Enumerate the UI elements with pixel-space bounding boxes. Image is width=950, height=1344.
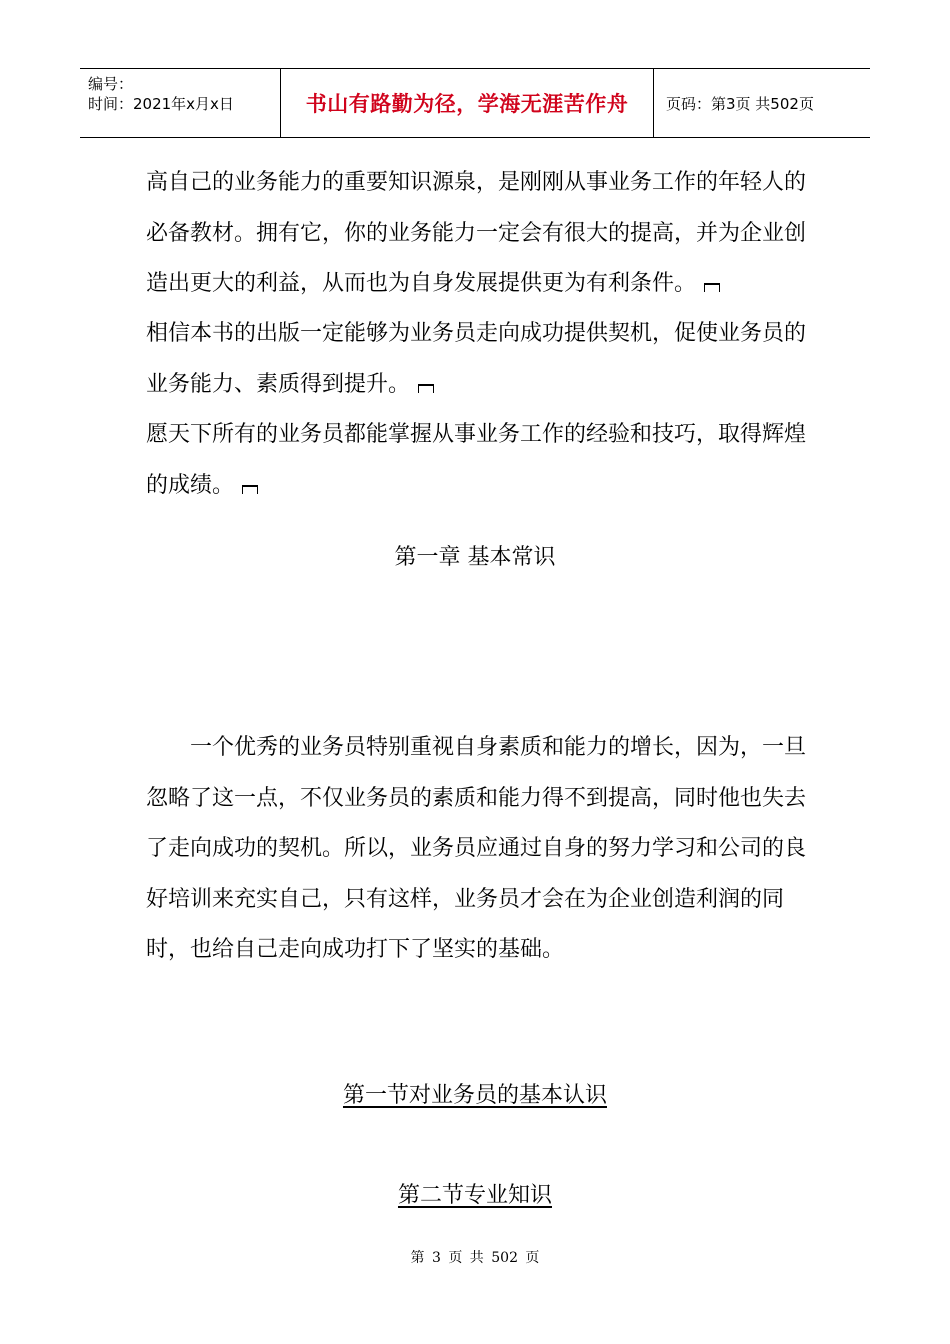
paragraph-3-text: 愿天下所有的业务员都能掌握从事业务工作的经验和技巧，取得辉煌的成绩。 bbox=[146, 422, 807, 498]
paragraph-mark bbox=[418, 384, 434, 393]
paragraph-2-text: 相信本书的出版一定能够为业务员走向成功提供契机，促使业务员的业务能力、素质得到提升。 bbox=[146, 321, 807, 397]
header-page-info: 页码：第3页 共502页 bbox=[666, 94, 814, 113]
header-page-cell bbox=[654, 69, 870, 137]
section-heading-1 bbox=[0, 1078, 950, 1109]
header-meta-cell bbox=[80, 69, 281, 137]
paragraph-mark bbox=[704, 283, 720, 292]
paragraph-4-text: 一个优秀的业务员特别重视自身素质和能力的增长，因为，一旦忽略了这一点，不仅业务员的素质和能力得不到提高，同时他也失去了走向成功的契机。所以，业务员应通过自身的努力学习和公司的良好培训来充实自己，只有这样，业务员才会在为企业创造利润的同时，也给自己走向成功打下了坚实的基础。 bbox=[146, 735, 807, 962]
section-heading-1-text: 第一节对业务员的基本认识 bbox=[342, 1083, 607, 1108]
header-motto: 书山有路勤为径，学海无涯苦作舟 bbox=[305, 92, 629, 116]
paragraph-1-text: 高自己的业务能力的重要知识源泉，是刚刚从事业务工作的年轻人的必备教材。拥有它，你的业务能力一定会有很大的提高，并为企业创造出更大的利益，从而也为自身发展提供更为有利条件。 bbox=[146, 170, 807, 296]
document-number-label: 编号： bbox=[88, 75, 134, 93]
paragraph-4 bbox=[146, 723, 806, 976]
document-time-label: 时间：2021年x月x日 bbox=[88, 95, 234, 113]
header-motto-cell bbox=[281, 69, 654, 137]
section-heading-2 bbox=[0, 1178, 950, 1209]
page-header bbox=[80, 68, 870, 138]
paragraph-3 bbox=[146, 410, 806, 511]
paragraph-2 bbox=[146, 309, 806, 410]
paragraph-1 bbox=[146, 158, 806, 310]
chapter-title: 第一章 基本常识 bbox=[394, 545, 556, 570]
paragraph-mark bbox=[242, 485, 258, 494]
page-footer: 第 3 页 共 502 页 bbox=[410, 1250, 540, 1266]
section-heading-2-text: 第二节专业知识 bbox=[397, 1183, 552, 1208]
